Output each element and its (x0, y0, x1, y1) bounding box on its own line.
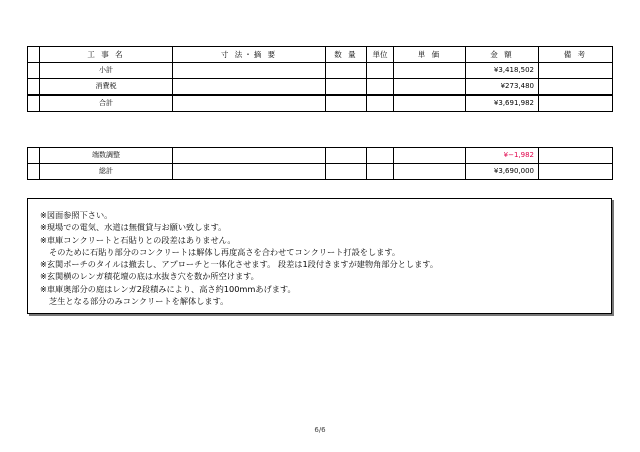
rounding-adjustment-amount: ¥−1,982 (466, 148, 539, 164)
header-work-name: 工 事 名 (40, 47, 173, 63)
table-row (28, 148, 613, 164)
empty-cell (173, 79, 326, 96)
empty-cell (539, 79, 613, 96)
table-row (28, 164, 613, 180)
header-dimensions-notes: 寸 法・摘 要 (173, 47, 326, 63)
empty-cell (394, 63, 466, 79)
empty-cell (539, 95, 613, 112)
page-number: 6/6 (314, 426, 326, 434)
empty-cell (539, 148, 613, 164)
empty-cell (326, 148, 367, 164)
row-marker-cell (28, 148, 40, 164)
note-line: 芝生となる部分のみコンクリートを解体します。 (49, 296, 229, 307)
header-remarks: 備 考 (539, 47, 613, 63)
table-row (28, 79, 613, 96)
grand-total-amount: ¥3,690,000 (466, 164, 539, 180)
note-line: ※現場での電気、水道は無償貸与お願い致します。 (40, 222, 227, 233)
estimate-adjustment-table (27, 147, 613, 180)
empty-cell (394, 95, 466, 112)
row-marker-cell (28, 79, 40, 96)
notes-box (27, 198, 612, 314)
table-row (28, 95, 613, 112)
empty-cell (326, 164, 367, 180)
empty-cell (367, 164, 394, 180)
empty-cell (326, 95, 367, 112)
total-amount: ¥3,691,982 (466, 95, 539, 112)
empty-cell (539, 164, 613, 180)
note-line: そのために石貼り部分のコンクリートは解体し再度高さを合わせてコンクリート打設をします。 (49, 246, 401, 257)
empty-cell (539, 63, 613, 79)
empty-cell (367, 148, 394, 164)
note-line: ※車庫コンクリートと石貼りとの段差はありません。 (40, 234, 236, 245)
grand-total-label: 総計 (40, 164, 173, 180)
empty-cell (173, 164, 326, 180)
subtotal-label: 小計 (40, 63, 173, 79)
subtotal-amount: ¥3,418,502 (466, 63, 539, 79)
note-line: ※図面参照下さい。 (40, 210, 113, 220)
row-marker-cell (28, 95, 40, 112)
empty-cell (367, 95, 394, 112)
empty-cell (173, 63, 326, 79)
header-amount: 金 額 (466, 47, 539, 63)
header-quantity: 数 量 (326, 47, 367, 63)
empty-cell (394, 148, 466, 164)
note-line: ※玄関横のレンガ積花壇の底は水抜き穴を数か所空けます。 (40, 271, 259, 282)
note-line: ※玄関ポーチのタイルは撤去し、アプローチと一体化させます。 段差は1段付きますが建物角部分とします。 (40, 259, 439, 270)
empty-cell (173, 95, 326, 112)
table-header-row (28, 47, 613, 63)
empty-cell (326, 63, 367, 79)
empty-cell (173, 148, 326, 164)
row-marker-cell (28, 63, 40, 79)
consumption-tax-label: 消費税 (40, 79, 173, 96)
estimate-summary-table (27, 46, 613, 112)
header-unit-price: 単 価 (394, 47, 466, 63)
note-line: ※車庫奥部分の庭はレンガ2段積みにより、高さ約100mmあげます。 (40, 283, 296, 294)
empty-cell (394, 164, 466, 180)
header-unit: 単位 (367, 47, 394, 63)
row-marker-cell (28, 47, 40, 63)
empty-cell (367, 63, 394, 79)
table-row (28, 63, 613, 79)
empty-cell (394, 79, 466, 96)
row-marker-cell (28, 164, 40, 180)
rounding-adjustment-label: 端数調整 (40, 148, 173, 164)
empty-cell (326, 79, 367, 96)
consumption-tax-amount: ¥273,480 (466, 79, 539, 96)
total-label: 合計 (40, 95, 173, 112)
empty-cell (367, 79, 394, 96)
